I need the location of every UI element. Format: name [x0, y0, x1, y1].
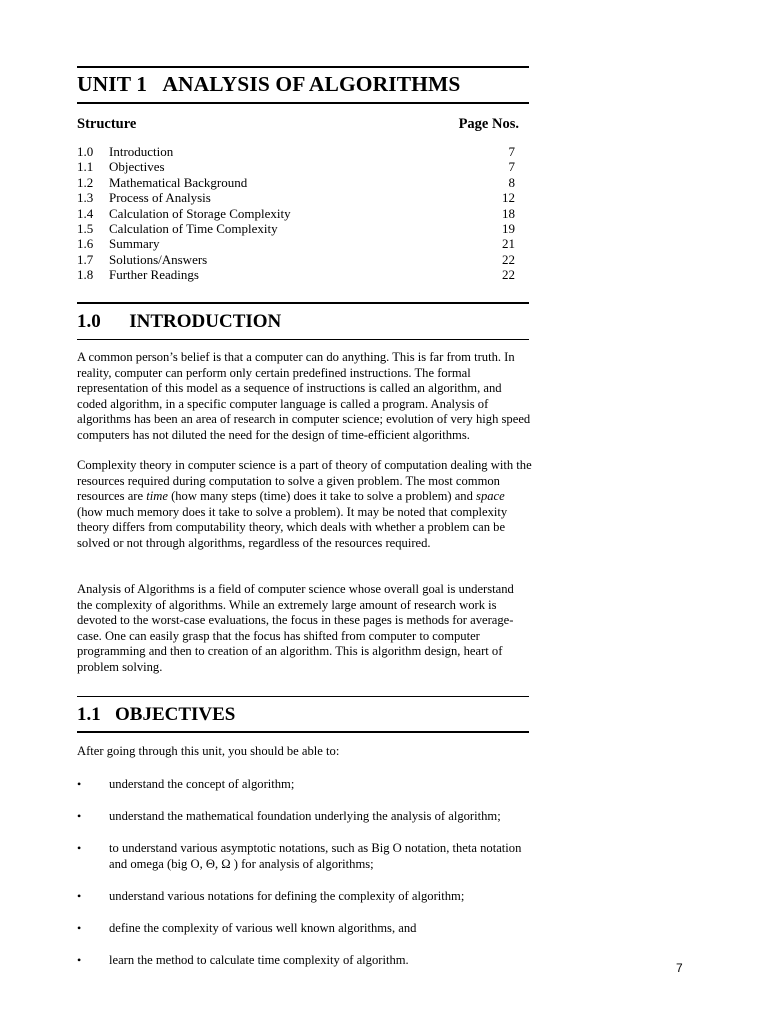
objective-text: understand various notations for defining the complexity of algorithm; — [109, 889, 465, 903]
intro-p2-text-a: Complexity theory in computer science is a part of theory of computation dealing with the resources required during computation to solve a given problem. The most common resources are — [77, 458, 532, 504]
page-number: 7 — [676, 961, 683, 975]
toc-row[interactable] — [77, 190, 515, 205]
toc-number: 1.1 — [77, 159, 94, 175]
intro-top-rule — [77, 302, 529, 304]
toc-title: Calculation of Time Complexity — [109, 220, 278, 236]
toc-row[interactable] — [77, 252, 515, 267]
bullet-icon: • — [77, 921, 82, 935]
toc-page: 22 — [502, 267, 515, 283]
toc-title: Objectives — [109, 159, 165, 175]
intro-paragraph-2 — [77, 458, 532, 552]
intro-p2-text-c: (how much memory does it take to solve a problem). It may be noted that complexity theory differs from computability theory, which deals with whether a problem can be solved or not through algorithms, regardless of the resources required. — [77, 504, 508, 550]
objective-text: understand the concept of algorithm; — [109, 777, 295, 791]
objective-text: understand the mathematical foundation underlying the analysis of algorithm; — [109, 809, 501, 823]
objectives-bottom-rule — [77, 731, 529, 733]
toc-row[interactable] — [77, 175, 515, 190]
toc-page: 19 — [502, 220, 515, 236]
objectives-heading: 1.1 OBJECTIVES — [77, 704, 236, 725]
toc-number: 1.3 — [77, 190, 94, 206]
bullet-icon: • — [77, 953, 82, 967]
toc-row[interactable] — [77, 236, 515, 251]
objectives-top-rule — [77, 696, 529, 697]
toc-title: Further Readings — [109, 267, 199, 283]
objective-item — [77, 808, 527, 824]
title-bottom-rule — [77, 102, 529, 104]
objective-item — [77, 840, 527, 872]
intro-bottom-rule — [77, 339, 529, 340]
toc-row[interactable] — [77, 221, 515, 236]
toc-title: Introduction — [109, 144, 174, 159]
bullet-icon: • — [77, 841, 82, 855]
table-of-contents — [77, 144, 515, 283]
toc-title: Calculation of Storage Complexity — [109, 205, 291, 221]
toc-row[interactable] — [77, 206, 515, 221]
bullet-icon: • — [77, 777, 82, 791]
objective-item — [77, 888, 527, 904]
toc-number: 1.6 — [77, 236, 94, 252]
intro-p2-space-term: space — [476, 489, 505, 504]
toc-page: 22 — [502, 251, 515, 267]
toc-page: 18 — [502, 205, 515, 221]
intro-p2-time-term: time — [146, 489, 168, 504]
objective-text: define the complexity of various well known algorithms, and — [109, 921, 417, 935]
toc-page: 7 — [508, 144, 515, 159]
intro-paragraph-1: A common person’s belief is that a computer can do anything. This is far from truth. In reality, computer can perform only certain predefined instructions. The formal representation of this model as a sequence of instructions is called an algorithm, and coded algorithm, in a specific computer language is called a program. Analysis of algorithms has been an area of research in computer science; evolution of very high speed computers has not diluted the need for the design of time-efficient algorithms. — [77, 350, 531, 442]
introduction-heading: 1.0 INTRODUCTION — [77, 311, 282, 332]
structure-header — [77, 116, 519, 133]
toc-page: 12 — [502, 190, 515, 206]
toc-number: 1.5 — [77, 220, 94, 236]
toc-title: Process of Analysis — [109, 190, 211, 206]
bullet-icon: • — [77, 809, 82, 823]
toc-page: 21 — [502, 236, 515, 252]
objective-text: learn the method to calculate time complexity of algorithm. — [109, 953, 409, 967]
objective-item — [77, 920, 527, 936]
toc-number: 1.8 — [77, 267, 94, 283]
objectives-lead: After going through this unit, you should be able to: — [77, 744, 340, 758]
toc-row[interactable] — [77, 267, 515, 282]
toc-number: 1.0 — [77, 144, 94, 159]
page-nos-label: Page Nos. — [458, 116, 519, 132]
toc-page: 8 — [508, 174, 515, 190]
toc-row[interactable] — [77, 159, 515, 174]
toc-title: Summary — [109, 236, 160, 252]
structure-label: Structure — [77, 116, 137, 132]
toc-number: 1.7 — [77, 251, 94, 267]
toc-page: 7 — [508, 159, 515, 175]
objective-item — [77, 952, 527, 968]
toc-title: Mathematical Background — [109, 174, 248, 190]
top-rule — [77, 66, 529, 68]
toc-number: 1.4 — [77, 205, 94, 221]
bullet-icon: • — [77, 889, 82, 903]
objective-item — [77, 776, 527, 792]
unit-title: UNIT 1 ANALYSIS OF ALGORITHMS — [77, 72, 461, 96]
toc-number: 1.2 — [77, 174, 94, 190]
toc-row[interactable] — [77, 144, 515, 159]
intro-paragraph-3: Analysis of Algorithms is a field of computer science whose overall goal is understand the complexity of algorithms. While an extremely large amount of research work is devoted to the worst-case evaluations, the focus in these pages is methods for average-case. One can easily grasp that the focus has shifted from computer to computer programming and then to creation of an algorithm. This is algorithm design, heart of problem solving. — [77, 582, 514, 674]
objective-text: to understand various asymptotic notations, such as Big O notation, theta notation and omega (big O, Θ, Ω ) for analysis of algorithms; — [109, 841, 522, 871]
intro-p2-text-b: (how many steps (time) does it take to solve a problem) and — [167, 489, 477, 504]
toc-title: Solutions/Answers — [109, 251, 208, 267]
